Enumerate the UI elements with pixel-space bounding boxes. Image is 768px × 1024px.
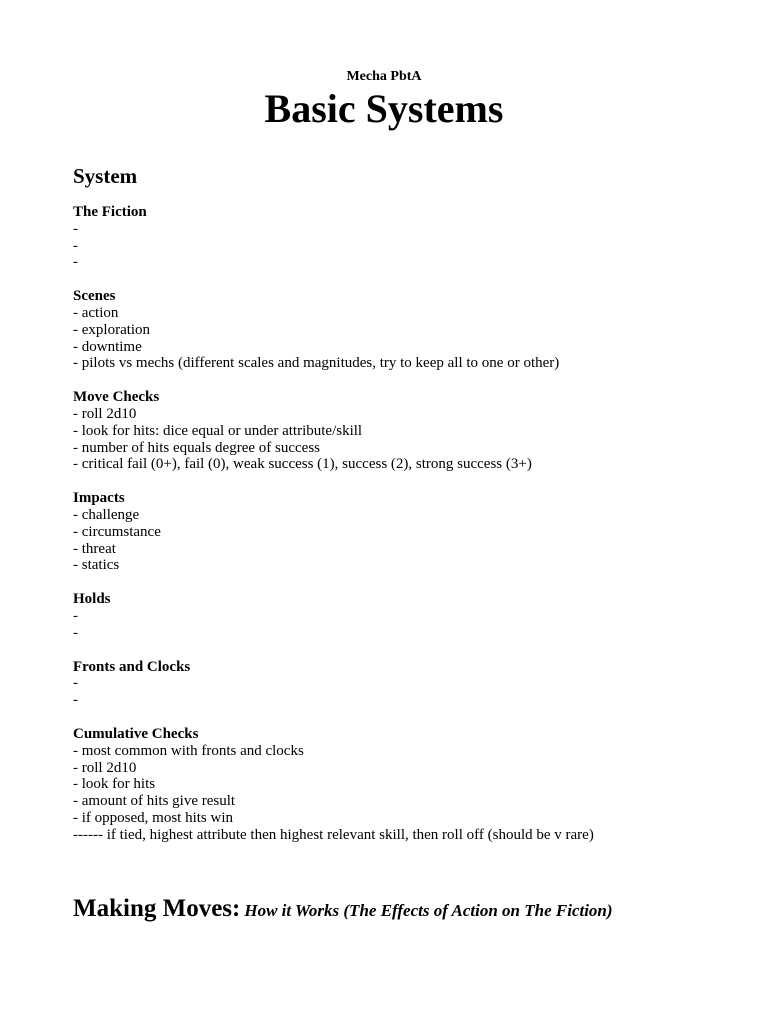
list-item: - exploration xyxy=(73,321,151,338)
list-item: ------ if tied, highest attribute then highest relevant skill, then roll off (should be v rare) xyxy=(73,826,594,843)
list-item: - circumstance xyxy=(73,523,161,540)
list-item: - pilots vs mechs (different scales and magnitudes, try to keep all to one or other) xyxy=(73,355,560,372)
section-move-checks xyxy=(73,389,723,473)
section-the-fiction xyxy=(73,204,723,271)
section-impacts xyxy=(73,490,723,574)
list-item: - threat xyxy=(73,540,116,557)
section-heading: Scenes xyxy=(73,288,116,305)
section-heading: Move Checks xyxy=(73,389,160,406)
list-item: - statics xyxy=(73,557,120,574)
document-supertitle: Mecha PbtA xyxy=(346,69,422,84)
list-item: - challenge xyxy=(73,506,140,523)
making-moves-heading xyxy=(73,894,613,926)
making-moves-title: Making Moves: xyxy=(73,895,241,922)
list-item: - xyxy=(73,254,78,271)
section-heading: Fronts and Clocks xyxy=(73,658,191,675)
section-holds xyxy=(73,591,723,641)
list-item: - xyxy=(73,220,78,237)
list-item: - number of hits equals degree of success xyxy=(73,439,321,456)
list-item: - most common with fronts and clocks xyxy=(73,742,304,759)
list-item: - critical fail (0+), fail (0), weak success (1), success (2), strong success (3+) xyxy=(73,456,532,473)
list-item: - xyxy=(73,692,78,709)
section-scenes xyxy=(73,288,723,372)
list-item: - xyxy=(73,607,78,624)
list-item: - roll 2d10 xyxy=(73,405,137,422)
document-body xyxy=(73,162,723,861)
list-item: - action xyxy=(73,304,119,321)
list-item: - if opposed, most hits win xyxy=(73,809,233,826)
list-item: - look for hits xyxy=(73,776,156,793)
list-item: - amount of hits give result xyxy=(73,793,236,810)
list-item: - look for hits: dice equal or under attribute/skill xyxy=(73,422,363,439)
list-item: - downtime xyxy=(73,338,142,355)
section-heading: The Fiction xyxy=(73,204,147,220)
section-fronts-and-clocks xyxy=(73,659,723,709)
document-title: Basic Systems xyxy=(264,86,504,131)
section-heading: Holds xyxy=(73,591,111,608)
section-heading: Impacts xyxy=(73,490,125,507)
list-item: - roll 2d10 xyxy=(73,759,137,776)
system-heading: System xyxy=(73,164,138,188)
making-moves-subtitle: How it Works (The Effects of Action on The Fiction) xyxy=(244,901,613,920)
list-item: - xyxy=(73,675,78,692)
section-cumulative-checks xyxy=(73,726,723,844)
list-item: - xyxy=(73,237,78,254)
list-item: - xyxy=(73,624,78,641)
section-heading: Cumulative Checks xyxy=(73,725,199,742)
